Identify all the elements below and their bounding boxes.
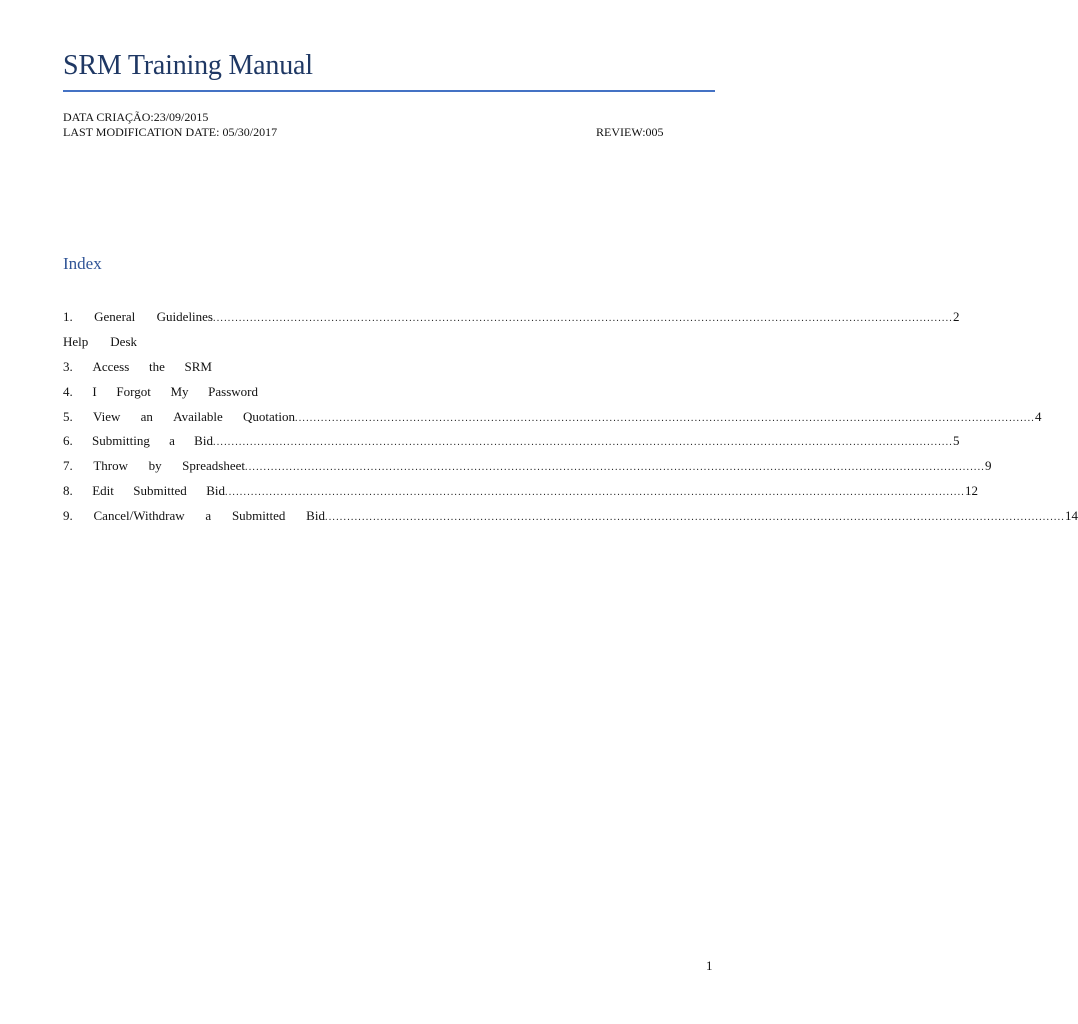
toc-leader-dots: ........................................................................................................................................................................................................ bbox=[245, 462, 985, 473]
toc-leader-dots: ........................................................................................................................................................................................................ bbox=[213, 313, 953, 324]
toc-leader-dots: ........................................................................................................................................................................................................ bbox=[325, 512, 1065, 523]
toc-entry[interactable] bbox=[63, 506, 1078, 524]
toc-entry[interactable] bbox=[63, 481, 978, 499]
toc-entry[interactable] bbox=[63, 332, 137, 350]
toc-entry-word: I bbox=[92, 384, 97, 399]
toc-entry-word: by bbox=[148, 458, 162, 473]
toc-entry-word: Desk bbox=[110, 334, 137, 349]
toc-entry-word: General bbox=[94, 309, 136, 324]
toc-entry[interactable] bbox=[63, 382, 258, 400]
toc-leader-dots: ........................................................................................................................................................................................................ bbox=[213, 437, 953, 448]
toc-entry-label bbox=[63, 309, 213, 325]
toc-entry-word: Cancel/Withdraw bbox=[93, 508, 185, 523]
toc-entry-word: Access bbox=[92, 359, 130, 374]
toc-entry-word: View bbox=[93, 409, 121, 424]
toc-entry-label bbox=[63, 409, 295, 425]
toc-entry-word: Guidelines bbox=[156, 309, 213, 324]
toc-entry-word: a bbox=[205, 508, 212, 523]
toc-entry-label bbox=[63, 433, 213, 449]
toc-entry-label bbox=[63, 458, 245, 474]
toc-entry-word: a bbox=[169, 433, 175, 448]
toc-entry-label bbox=[63, 359, 212, 375]
review-number: REVIEW:005 bbox=[596, 125, 664, 139]
toc-entry-word: an bbox=[140, 409, 153, 424]
last-modification-date: LAST MODIFICATION DATE: 05/30/2017 bbox=[63, 125, 278, 139]
toc-entry-word: Submitted bbox=[231, 508, 286, 523]
creation-date: DATA CRIAÇÃO:23/09/2015 bbox=[63, 110, 209, 124]
toc-entry[interactable] bbox=[63, 431, 960, 449]
toc-entry-word: 7. bbox=[63, 458, 73, 473]
toc-entry-word: 8. bbox=[63, 483, 73, 498]
toc-entry-page: 2 bbox=[953, 309, 960, 324]
toc-entry-word: Spreadsheet bbox=[182, 458, 245, 473]
toc-entry[interactable] bbox=[63, 307, 960, 325]
toc-entry-word: 4. bbox=[63, 384, 73, 399]
toc-entry-word: Throw bbox=[93, 458, 128, 473]
toc-entry-word: 3. bbox=[63, 359, 73, 374]
toc-entry-word: 6. bbox=[63, 433, 73, 448]
toc-entry-word: Submitting bbox=[92, 433, 150, 448]
toc-entry-page: 9 bbox=[985, 458, 992, 473]
toc-entry-word: Bid bbox=[206, 483, 225, 498]
toc-entry-label bbox=[63, 384, 258, 400]
toc-entry-word: 5. bbox=[63, 409, 73, 424]
toc-leader-dots: ........................................................................................................................................................................................................ bbox=[225, 487, 965, 498]
toc-entry-word: Forgot bbox=[116, 384, 151, 399]
toc-entry[interactable] bbox=[63, 456, 992, 474]
index-heading: Index bbox=[63, 254, 102, 273]
toc-entry-word: Edit bbox=[92, 483, 114, 498]
toc-entry-word: Bid bbox=[194, 433, 213, 448]
page-number: 1 bbox=[706, 958, 713, 973]
document-title: SRM Training Manual bbox=[63, 50, 313, 81]
title-underline bbox=[63, 90, 715, 92]
toc-entry[interactable] bbox=[63, 357, 212, 375]
toc-entry-word: Help bbox=[63, 334, 89, 349]
toc-entry-page: 5 bbox=[953, 433, 960, 448]
toc-entry-page: 14 bbox=[1065, 508, 1078, 523]
toc-entry-word: 1. bbox=[63, 309, 73, 324]
toc-entry-word: Submitted bbox=[133, 483, 187, 498]
toc-entry-word: Quotation bbox=[243, 409, 295, 424]
toc-entry-label bbox=[63, 483, 225, 499]
toc-entry-word: the bbox=[148, 359, 165, 374]
toc-entry-word: Available bbox=[173, 409, 223, 424]
toc-entry-word: SRM bbox=[184, 359, 212, 374]
toc-entry-word: My bbox=[170, 384, 189, 399]
toc-entry-label bbox=[63, 508, 325, 524]
toc-entry-word: Bid bbox=[306, 508, 325, 523]
toc-leader-dots: ........................................................................................................................................................................................................ bbox=[295, 413, 1035, 424]
toc-entry[interactable] bbox=[63, 407, 1042, 425]
toc-entry-word: Password bbox=[208, 384, 258, 399]
toc-entry-page: 4 bbox=[1035, 409, 1042, 424]
toc-entry-word: 9. bbox=[63, 508, 73, 523]
toc-entry-label bbox=[63, 334, 137, 350]
toc-entry-page: 12 bbox=[965, 483, 978, 498]
